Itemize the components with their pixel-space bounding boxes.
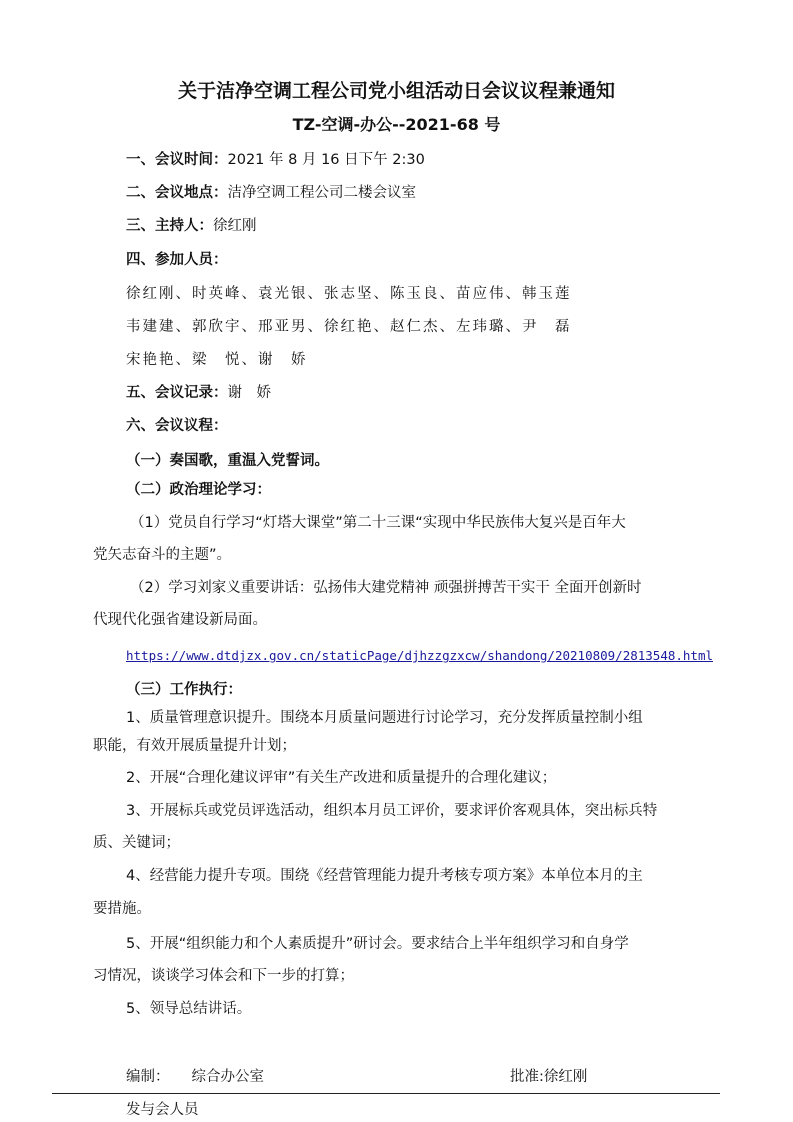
meeting-time-row [126,150,425,170]
agenda-label: 六、会议议程： [126,418,228,434]
work-item-3: 3、开展标兵或党员评选活动，组织本月员工评价，要求评价客观具体，突出标兵特 [126,803,658,819]
approver-label: 批准: [510,1069,544,1085]
study-item-1: （1）党员自行学习“灯塔大课堂”第二十三课“实现中华民族伟大复兴是百年大 [130,515,626,531]
editor-label: 编制： [126,1069,170,1085]
attendees-line: 韦建建、郭欣宇、邢亚男、徐红艳、赵仁杰、左玮璐、尹 磊 [126,319,572,335]
meeting-host-label: 三、主持人： [126,218,213,234]
study-item-2: （2）学习刘家义重要讲话：弘扬伟大建党精神 顽强拼搏苦干实干 全面开创新时 [130,580,642,596]
distribution-note: 发与会人员 [126,1102,199,1118]
work-item-1-cont: 职能，有效开展质量提升计划； [93,738,296,754]
work-item-5-cont: 习情况，谈谈学习体会和下一步的打算； [93,968,354,984]
meeting-time-value: 2021 年 8 月 16 日下午 2:30 [227,152,425,168]
study-link[interactable]: https://www.dtdjzx.gov.cn/staticPage/djhzzgzxcw/shandong/20210809/2813548.html [126,648,713,663]
study-item-2-cont: 代现代化强省建设新局面。 [93,612,267,628]
meeting-host-value: 徐红刚 [213,218,257,234]
meeting-time-label: 一、会议时间： [126,152,228,168]
recorder-label: 五、会议记录： [126,385,228,401]
meeting-place-value: 洁净空调工程公司二楼会议室 [227,185,416,201]
meeting-place-row [126,183,416,203]
work-item-1: 1、质量管理意识提升。围绕本月质量问题进行讨论学习，充分发挥质量控制小组 [126,710,643,726]
agenda-section-2: （二）政治理论学习： [126,482,271,498]
recorder-row [126,383,271,403]
attendees-label: 四、参加人员： [126,252,228,268]
work-item-6: 5、领导总结讲话。 [126,1001,252,1017]
editor-value: 综合办公室 [191,1069,264,1085]
footer-divider [52,1093,720,1094]
attendees-line: 徐红刚、时英峰、袁光银、张志坚、陈玉良、苗应伟、韩玉莲 [126,286,572,302]
attendees-line: 宋艳艳、梁 悦、谢 娇 [126,352,308,368]
editor-row [126,1067,264,1087]
work-item-2: 2、开展“合理化建议评审”有关生产改进和质量提升的合理化建议； [126,770,557,786]
document-number: TZ-空调-办公--2021-68 号 [292,115,501,134]
page-title: 关于洁净空调工程公司党小组活动日会议议程兼通知 [177,80,615,102]
approver-value: 徐红刚 [543,1069,588,1085]
recorder-value: 谢 娇 [227,385,271,401]
approver-row [510,1067,587,1087]
work-item-3-cont: 质、关键词； [93,835,180,851]
agenda-section-1: （一）奏国歌，重温入党誓词。 [126,453,329,469]
work-item-5: 5、开展“组织能力和个人素质提升”研讨会。要求结合上半年组织学习和自身学 [126,936,629,952]
work-item-4-cont: 要措施。 [93,901,151,917]
meeting-host-row [126,216,257,236]
meeting-place-label: 二、会议地点： [126,185,228,201]
agenda-section-3: （三）工作执行： [126,682,242,698]
study-item-1-cont: 党矢志奋斗的主题”。 [93,547,232,563]
work-item-4: 4、经营能力提升专项。围绕《经营管理能力提升考核专项方案》本单位本月的主 [126,868,643,884]
